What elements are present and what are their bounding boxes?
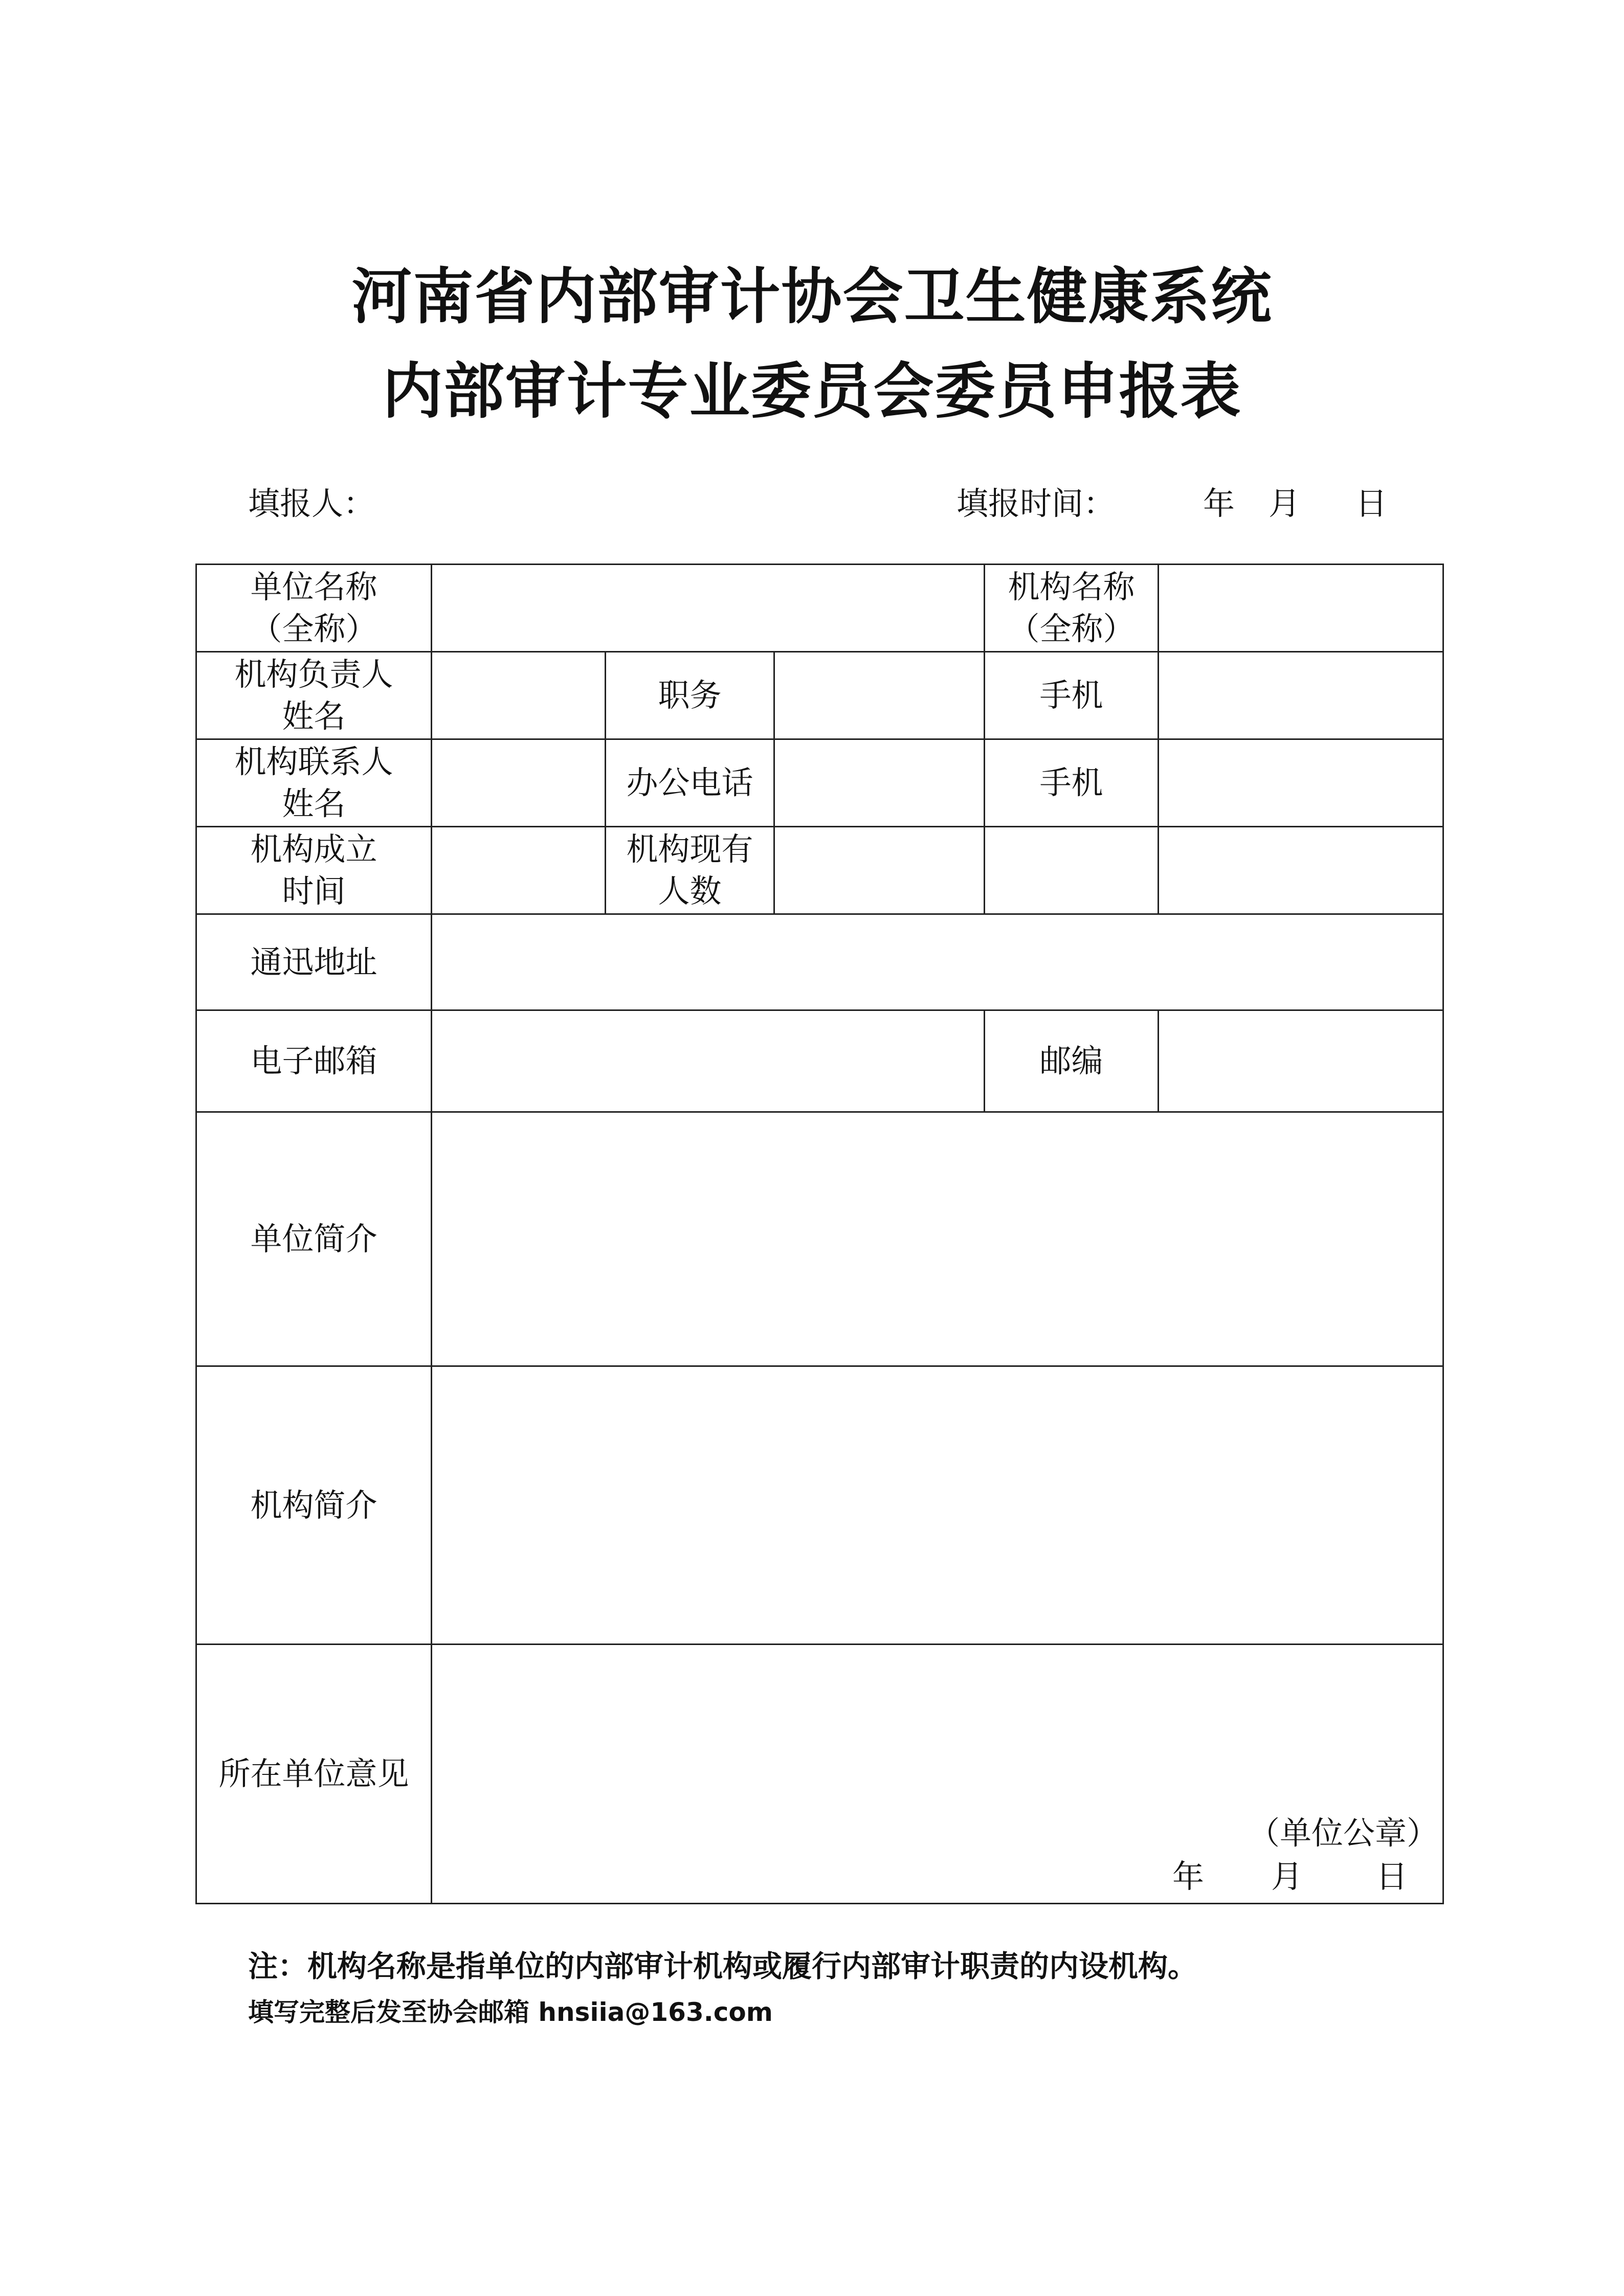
- head-mobile-field[interactable]: [1158, 651, 1444, 740]
- org-name-field[interactable]: [1158, 564, 1444, 652]
- opinion-month-label: 月: [1271, 1858, 1303, 1895]
- unit-seal-label: （单位公章）: [1248, 1814, 1439, 1852]
- form-title-line-2: 内部审计专业委员会委员申报表: [382, 355, 1242, 426]
- address-label: 通迅地址: [195, 913, 432, 1011]
- unit-intro-label: 单位简介: [195, 1111, 432, 1367]
- founded-time-field[interactable]: [431, 826, 606, 915]
- footnote: 注：机构名称是指单位的内部审计机构或履行内部审计职责的内设机构。: [248, 1949, 1198, 1984]
- email-label: 电子邮箱: [195, 1009, 432, 1113]
- unit-opinion-label: 所在单位意见: [195, 1644, 432, 1904]
- contact-name-field[interactable]: [431, 738, 606, 827]
- blank-cell[interactable]: [984, 826, 1159, 915]
- fill-date-label: 填报时间：: [956, 485, 1116, 522]
- address-field[interactable]: [431, 913, 1444, 1011]
- org-name-label: 机构名称 （全称）: [984, 564, 1159, 652]
- form-title-line-1: 河南省内部审计协会卫生健康系统: [351, 261, 1273, 332]
- position-label: 职务: [605, 651, 775, 740]
- unit-intro-field[interactable]: [431, 1111, 1444, 1367]
- head-name-field[interactable]: [431, 651, 606, 740]
- staff-count-label: 机构现有 人数: [605, 826, 775, 915]
- email-field[interactable]: [431, 1009, 985, 1113]
- postcode-field[interactable]: [1158, 1009, 1444, 1113]
- position-field[interactable]: [773, 651, 985, 740]
- office-phone-field[interactable]: [773, 738, 985, 827]
- fill-date-month-label: 月: [1269, 485, 1301, 522]
- unit-name-field[interactable]: [431, 564, 985, 652]
- head-name-label: 机构负责人 姓名: [195, 651, 432, 740]
- fill-date-day-label: 日: [1355, 485, 1388, 522]
- head-mobile-label: 手机: [984, 651, 1159, 740]
- founded-time-label: 机构成立 时间: [195, 826, 432, 915]
- contact-mobile-label: 手机: [984, 738, 1159, 827]
- postcode-label: 邮编: [984, 1009, 1159, 1113]
- opinion-year-label: 年: [1172, 1858, 1205, 1895]
- fill-date-year-label: 年: [1203, 485, 1235, 522]
- org-intro-field[interactable]: [431, 1365, 1444, 1645]
- office-phone-label: 办公电话: [605, 738, 775, 827]
- blank-cell[interactable]: [1158, 826, 1444, 915]
- opinion-day-label: 日: [1376, 1858, 1408, 1895]
- staff-count-field[interactable]: [773, 826, 985, 915]
- contact-name-label: 机构联系人 姓名: [195, 738, 432, 827]
- filler-label: 填报人：: [248, 485, 375, 522]
- unit-name-label: 单位名称 （全称）: [195, 564, 432, 652]
- submission-instruction: 填写完整后发至协会邮箱 hnsiia@163.com: [248, 1997, 773, 2027]
- contact-mobile-field[interactable]: [1158, 738, 1444, 827]
- org-intro-label: 机构简介: [195, 1365, 432, 1645]
